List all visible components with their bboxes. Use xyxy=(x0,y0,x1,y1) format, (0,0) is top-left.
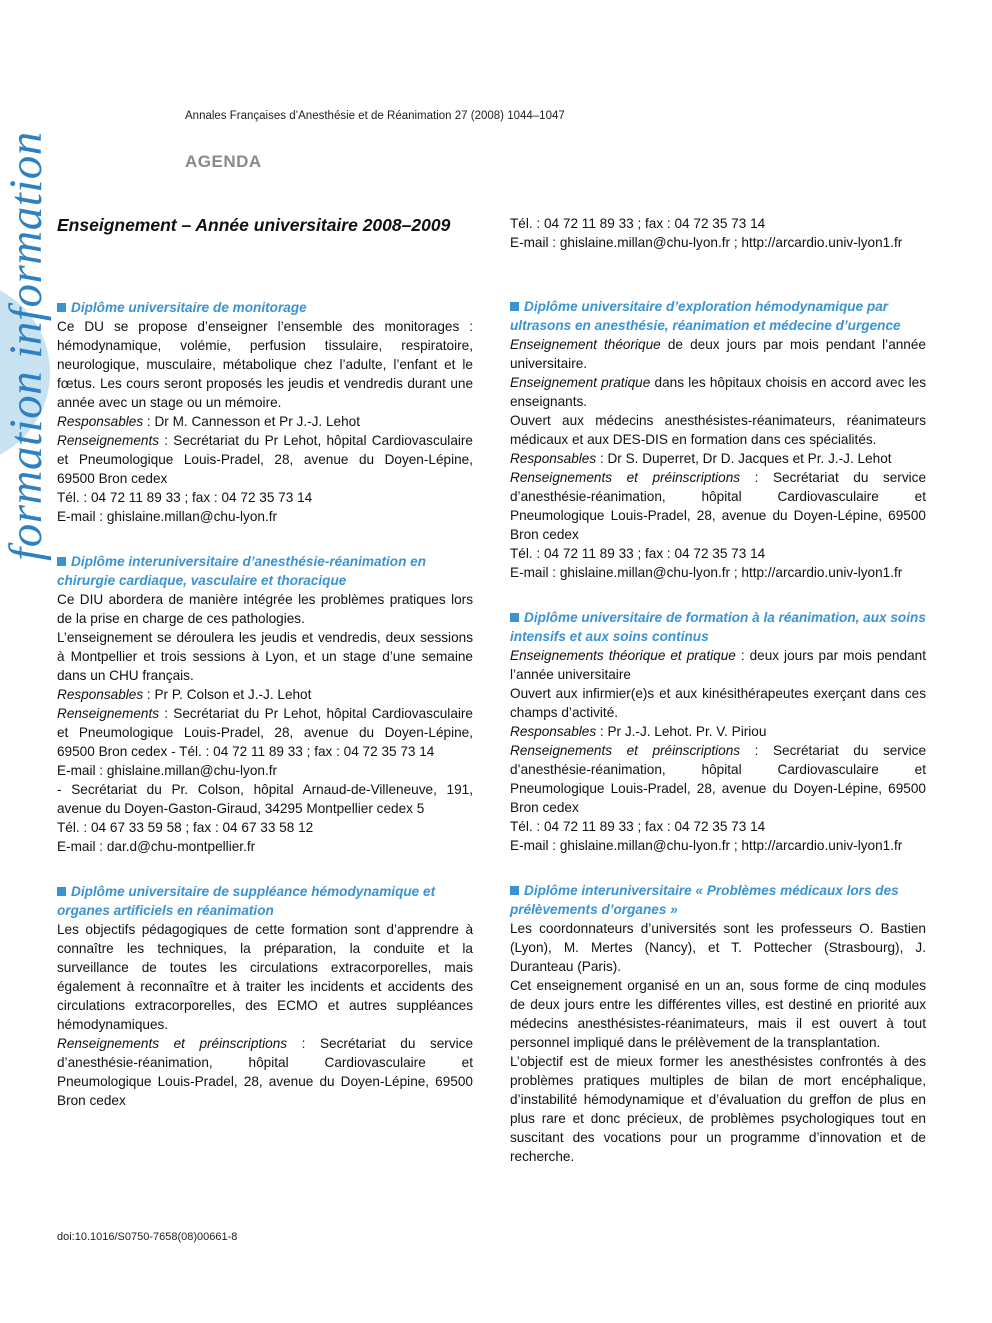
paragraph-text: L’objectif est de mieux former les anesthésistes confrontés à des problèmes pratiques multiples de bilan de mort encéphalique, d’instabilité hémodynamique et d’évaluation du greffon de plus en plus rare et donc précieux, de problèmes psychologiques tout en suscitant des vocations pour un programme d’innovation et de recherche. xyxy=(510,1054,926,1164)
program-section xyxy=(510,881,926,1166)
paragraph-label: Renseignements xyxy=(57,706,160,721)
paragraph xyxy=(510,741,926,817)
paragraph xyxy=(57,704,473,761)
square-bullet-icon xyxy=(57,557,66,566)
paragraph xyxy=(510,544,926,563)
paragraph xyxy=(510,836,926,855)
right-column xyxy=(510,214,926,1192)
paragraph-label: Responsables xyxy=(57,687,144,702)
paragraph-text: Ouvert aux infirmier(e)s et aux kinésithérapeutes exerçant dans ces champs d’activité. xyxy=(510,686,926,720)
paragraph xyxy=(510,1052,926,1166)
running-head: Annales Françaises d’Anesthésie et de Réanimation 27 (2008) 1044–1047 xyxy=(185,110,565,122)
paragraph-text: de deux jours par mois pendant l’année universitaire. xyxy=(510,337,926,371)
program-title-text: Diplôme universitaire de formation à la réanimation, aux soins intensifs et aux soins continus xyxy=(510,610,926,644)
paragraph-label: Renseignements et préinscriptions xyxy=(510,743,741,758)
paragraph xyxy=(510,233,926,252)
paragraph-text: Ouvert aux médecins anesthésistes-réanimateurs, réanimateurs médicaux et aux DES-DIS en formation dans ces spécialités. xyxy=(510,413,926,447)
paragraph-text: E-mail : ghislaine.millan@chu-lyon.fr xyxy=(57,763,278,778)
paragraph-text: E-mail : ghislaine.millan@chu-lyon.fr ; http://arcardio.univ-lyon1.fr xyxy=(510,838,903,853)
main-title: Enseignement – Année universitaire 2008–2009 xyxy=(57,215,451,235)
paragraph xyxy=(510,919,926,976)
program-title xyxy=(57,552,473,590)
right-top-contact xyxy=(510,214,926,252)
program-title xyxy=(510,608,926,646)
program-title-text: Diplôme universitaire de suppléance hémodynamique et organes artificiels en réanimation xyxy=(57,884,436,918)
paragraph-text: : Secrétariat du Pr Lehot, hôpital Cardiovasculaire et Pneumologique Louis-Pradel, 28, avenue du Doyen-Lépine, 69500 Bron cedex - Tél. : 04 72 11 89 33 ; fax : 04 72 35 73 14 xyxy=(57,706,473,759)
paragraph xyxy=(57,761,473,780)
paragraph xyxy=(510,976,926,1052)
paragraph-text: E-mail : ghislaine.millan@chu-lyon.fr xyxy=(57,509,278,524)
paragraph-text: E-mail : dar.d@chu-montpellier.fr xyxy=(57,839,256,854)
program-title xyxy=(510,297,926,335)
doi: doi:10.1016/S0750-7658(08)00661-8 xyxy=(57,1231,238,1243)
paragraph xyxy=(510,373,926,411)
program-section xyxy=(510,297,926,582)
paragraph-label: Enseignement pratique xyxy=(510,375,651,390)
program-title xyxy=(57,298,473,317)
paragraph xyxy=(57,685,473,704)
square-bullet-icon xyxy=(510,613,519,622)
paragraph xyxy=(57,412,473,431)
program-title-text: Diplôme universitaire d’exploration hémodynamique par ultrasons en anesthésie, réanimation et médecine d’urgence xyxy=(510,299,901,333)
paragraph-text: Les objectifs pédagogiques de cette formation sont d’apprendre à connaître les techniques, la préparation, la conduite et la surveillance de toutes les circulations extracorporelles, mais également à reconnaître et à traiter les incidents et accidents des circulations extracorporelles, des ECMO et autres suppléances hémodynamiques. xyxy=(57,922,473,1032)
paragraph xyxy=(510,468,926,544)
section-heading: AGENDA xyxy=(185,152,262,171)
paragraph-label: Renseignements xyxy=(57,433,160,448)
paragraph-label: Renseignements et préinscriptions xyxy=(510,470,741,485)
paragraph xyxy=(510,563,926,582)
paragraph xyxy=(57,488,473,507)
right-sections xyxy=(510,297,926,1166)
paragraph-text: Les coordonnateurs d’universités sont les professeurs O. Bastien (Lyon), M. Mertes (Nancy), et T. Pottecher (Strasbourg), J. Duranteau (Paris). xyxy=(510,921,926,974)
paragraph-text: Tél. : 04 72 11 89 33 ; fax : 04 72 35 73 14 xyxy=(510,216,766,231)
paragraph-text: Ce DU se propose d’enseigner l’ensemble des monitorages : hémodynamique, volémie, perfusion tissulaire, respiratoire, neurologique, musculaire, métabolique chez l’adulte, l’enfant et le fœtus. Les cours seront proposés les jeudis et vendredis durant une année avec un stage ou un mémoire. xyxy=(57,319,473,410)
paragraph xyxy=(57,837,473,856)
paragraph-text: L’enseignement se déroulera les jeudis et vendredis, deux sessions à Montpellier et trois sessions à Lyon, et un stage d’une semaine dans un CHU français. xyxy=(57,630,473,683)
square-bullet-icon xyxy=(57,887,66,896)
paragraph xyxy=(57,1034,473,1110)
square-bullet-icon xyxy=(510,302,519,311)
paragraph xyxy=(510,335,926,373)
paragraph xyxy=(510,817,926,836)
paragraph xyxy=(510,214,926,233)
paragraph-text: : Dr S. Duperret, Dr D. Jacques et Pr. J.-J. Lehot xyxy=(596,451,892,466)
paragraph-text: - Secrétariat du Pr. Colson, hôpital Arnaud-de-Villeneuve, 191, avenue du Doyen-Gaston-Giraud, 34295 Montpellier cedex 5 xyxy=(57,782,473,816)
paragraph-text: E-mail : ghislaine.millan@chu-lyon.fr ; http://arcardio.univ-lyon1.fr xyxy=(510,235,903,250)
paragraph-label: Responsables xyxy=(510,451,597,466)
paragraph-label: Renseignements et préinscriptions xyxy=(57,1036,288,1051)
paragraph xyxy=(510,411,926,449)
paragraph-text: : Secrétariat du Pr Lehot, hôpital Cardiovasculaire et Pneumologique Louis-Pradel, 28, avenue du Doyen-Lépine, 69500 Bron cedex xyxy=(57,433,473,486)
paragraph xyxy=(57,590,473,628)
program-section xyxy=(510,608,926,855)
program-title-text: Diplôme interuniversitaire d’anesthésie-réanimation en chirurgie cardiaque, vasculaire et thoracique xyxy=(57,554,427,588)
paragraph xyxy=(57,507,473,526)
square-bullet-icon xyxy=(57,303,66,312)
paragraph-label: Responsables xyxy=(57,414,144,429)
paragraph-text: Tél. : 04 72 11 89 33 ; fax : 04 72 35 73 14 xyxy=(57,490,313,505)
paragraph xyxy=(57,920,473,1034)
paragraph-label: Responsables xyxy=(510,724,597,739)
program-section xyxy=(57,552,473,856)
paragraph xyxy=(510,722,926,741)
paragraph-label: Enseignement théorique xyxy=(510,337,661,352)
paragraph xyxy=(57,780,473,818)
paragraph-text: : Secrétariat du service d’anesthésie-réanimation, hôpital Cardiovasculaire et Pneumologique Louis-Pradel, 28, avenue du Doyen-Lépine, 69500 Bron cedex xyxy=(510,743,927,815)
program-section xyxy=(57,298,473,526)
paragraph xyxy=(57,317,473,412)
side-label xyxy=(2,88,50,603)
paragraph-text: E-mail : ghislaine.millan@chu-lyon.fr ; http://arcardio.univ-lyon1.fr xyxy=(510,565,903,580)
paragraph xyxy=(510,449,926,468)
paragraph xyxy=(510,684,926,722)
program-title xyxy=(510,881,926,919)
paragraph-text: Cet enseignement organisé en un an, sous forme de cinq modules de deux jours entre les différentes villes, est destiné en priorité aux médecins anesthésistes-réanimateurs, mais il est ouvert à tout personnel impliqué dans le prélèvement de la transplantation. xyxy=(510,978,926,1050)
paragraph-text: : deux jours par mois pendant l’année universitaire xyxy=(510,648,926,682)
paragraph-text: : Secrétariat du service d’anesthésie-réanimation, hôpital Cardiovasculaire et Pneumologique Louis-Pradel, 28, avenue du Doyen-Lépine, 69500 Bron cedex xyxy=(510,470,927,542)
paragraph-text: Ce DIU abordera de manière intégrée les problèmes pratiques lors de la prise en charge de ces pathologies. xyxy=(57,592,473,626)
paragraph-text: : Secrétariat du service d’anesthésie-réanimation, hôpital Cardiovasculaire et Pneumologique Louis-Pradel, 28, avenue du Doyen-Lépine, 69500 Bron cedex xyxy=(57,1036,474,1108)
program-title-text: Diplôme interuniversitaire « Problèmes médicaux lors des prélèvements d’organes » xyxy=(510,883,899,917)
paragraph-text: Tél. : 04 72 11 89 33 ; fax : 04 72 35 73 14 xyxy=(510,546,766,561)
paragraph-text: Tél. : 04 67 33 59 58 ; fax : 04 67 33 58 12 xyxy=(57,820,314,835)
left-sections xyxy=(57,298,473,1110)
side-label-text: formation information xyxy=(0,130,52,561)
square-bullet-icon xyxy=(510,886,519,895)
program-title-text: Diplôme universitaire de monitorage xyxy=(71,300,307,315)
left-column xyxy=(57,214,473,1136)
paragraph xyxy=(57,628,473,685)
paragraph-label: Enseignements théorique et pratique xyxy=(510,648,736,663)
program-section xyxy=(57,882,473,1110)
paragraph-text: : Pr J.-J. Lehot. Pr. V. Piriou xyxy=(596,724,767,739)
paragraph-text: : Pr P. Colson et J.-J. Lehot xyxy=(143,687,312,702)
paragraph-text: : Dr M. Cannesson et Pr J.-J. Lehot xyxy=(143,414,360,429)
paragraph-text: dans les hôpitaux choisis en accord avec les enseignants. xyxy=(510,375,927,409)
program-title xyxy=(57,882,473,920)
paragraph-text: Tél. : 04 72 11 89 33 ; fax : 04 72 35 73 14 xyxy=(510,819,766,834)
paragraph xyxy=(57,431,473,488)
paragraph xyxy=(510,646,926,684)
paragraph xyxy=(57,818,473,837)
